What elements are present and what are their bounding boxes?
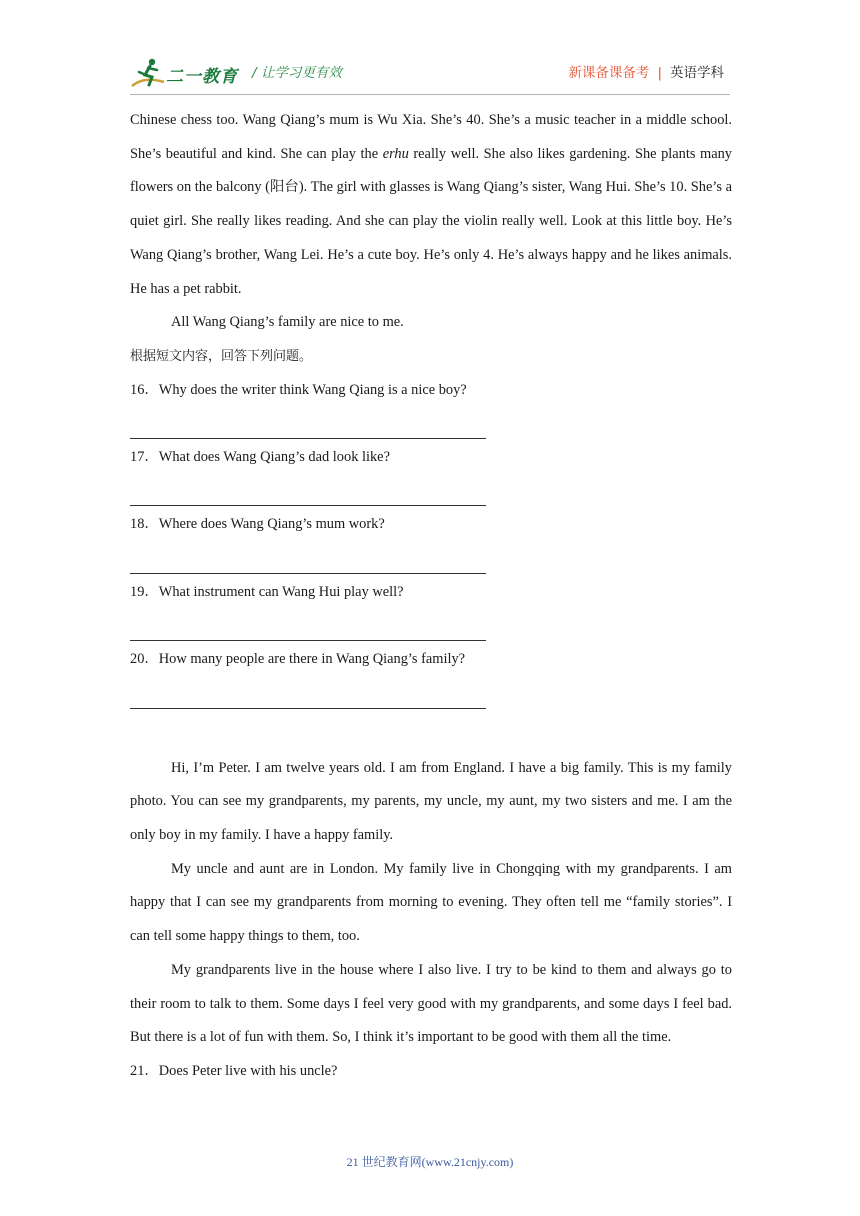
passage1-text-b: really well. She also likes gardening. She plants many flowers on the balcony (阳台). The girl with glasses is Wang Qiang’s sister, Wang Hui. She’s 10. She’s a quiet girl. She really likes reading. And she can play the violin really well. Look at this little boy. He’s Wang Qiang’s brother, Wang Lei. He’s a cute boy. He’s only 4. He’s always happy and he likes animals. He has a pet rabbit. [130,145,732,297]
answer-line-17[interactable] [130,475,486,509]
section-gap [130,711,732,752]
header-subject-label: 英语学科 [670,65,724,81]
answer-line-16[interactable] [130,407,486,441]
logo-text: 二一教育 [166,67,238,87]
passage1-paragraph1 [130,104,732,306]
runner-icon [130,56,170,90]
passage2-paragraph1: Hi, I’m Peter. I am twelve years old. I am from England. I have a big family. This is my family photo. You can see my grandparents, my parents, my uncle, my aunt, my two sisters and me. I am the only boy in my family. I have a happy family. [130,759,732,843]
question-18: 18．Where does Wang Qiang’s mum work? [130,516,385,533]
question-21: 21．Does Peter live with his uncle? [130,1062,338,1079]
question-17: 17．What does Wang Qiang’s dad look like? [130,449,390,466]
passage2-paragraph3: My grandparents live in the house where I also live. I try to be kind to them and always go to their room to talk to them. Some days I feel very good with my grandparents, and some days I feel bad. But there is a lot of fun with them. So, I think it’s important to be good with them all the time. [130,961,732,1046]
instruction: 根据短文内容，回答下列问题。 [130,348,313,364]
question-20: 20．How many people are there in Wang Qiang’s family? [130,651,466,668]
question-19: 19．What instrument can Wang Hui play well? [130,583,404,600]
passage2-paragraph2: My uncle and aunt are in London. My family live in Chongqing with my grandparents. I am happy that I can see my grandparents from morning to evening. They often tell me “family stories”. I can tell some happy things to them, too. [130,860,732,945]
header-separator: | [657,65,662,81]
header-course: 新课备课备考 [568,65,650,81]
page-header [0,0,860,100]
slogan: / 让学习更有效 [252,65,342,81]
page-footer: 21 世纪教育网(www.21cnjy.com) [346,1155,514,1169]
header-divider [130,94,730,95]
question-16: 16．Why does the writer think Wang Qiang is a nice boy? [130,381,467,398]
header-subject [568,61,724,81]
passage1-italic: erhu [382,145,409,162]
brand-logo [130,56,252,90]
passage1-text-a: Chinese chess too. Wang Qiang’s mum is Wu Xia. She’s 40. She’s a music teacher in a middle school. She’s beautiful and kind. She can play the [130,112,732,162]
answer-line-19[interactable] [130,610,486,644]
answer-line-20[interactable] [130,677,486,711]
document-body [130,104,732,1089]
passage1-paragraph2: All Wang Qiang’s family are nice to me. [171,314,404,331]
answer-line-18[interactable] [130,542,486,576]
